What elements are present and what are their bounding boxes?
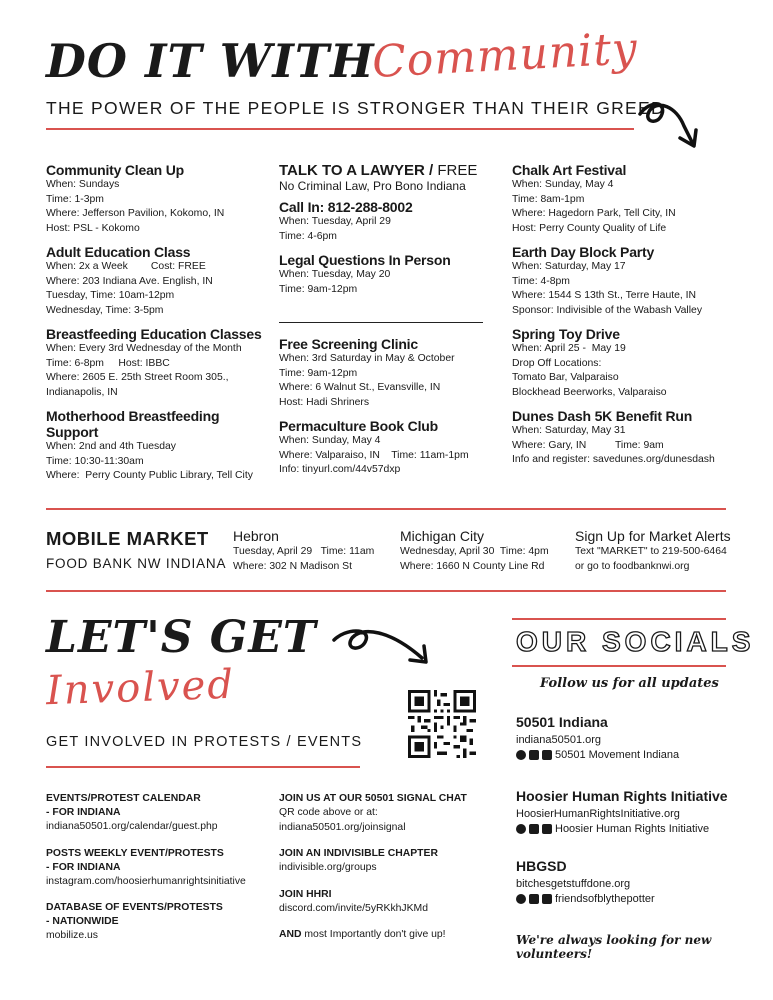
event-title: Community Clean Up [46,162,184,178]
event-detail: Drop Off Locations: [512,357,602,369]
social-handle-row [516,893,736,905]
event-title: Dunes Dash 5K Benefit Run [512,408,693,424]
event-detail: Wednesday, Time: 3-5pm [46,304,164,316]
resource-heading: DATABASE OF EVENTS/PROTESTS [46,902,223,913]
event-detail: Tuesday, Time: 10am-12pm [46,290,175,301]
event-title: Chalk Art Festival [512,162,627,178]
event-title: Spring Toy Drive [512,326,620,342]
event-detail: Blockhead Beerworks, Valparaiso [512,386,667,398]
instagram-icon[interactable] [529,894,539,904]
resource-heading: - FOR INDIANA [46,807,121,818]
event-detail: Where: 203 Indiana Ave. English, IN [46,275,213,287]
event-detail: Sponsor: Indivisible of the Wabash Valley [512,304,703,316]
event-detail: Where: 2605 E. 25th Street Room 305., [46,372,229,383]
event-detail: Where: Perry County Public Library, Tell City [46,470,253,481]
involved-middle-column [279,792,499,943]
tiktok-icon[interactable] [542,750,552,760]
resource-heading: - NATIONWIDE [46,916,119,927]
event-card [279,336,485,410]
market-alerts [575,528,731,574]
resource-heading: JOIN HHRI [279,888,332,900]
volunteers-note: We're always looking for new volunteers! [516,933,712,961]
involved-subtitle: GET INVOLVED IN PROTESTS / EVENTS [46,734,363,750]
event-detail: Time: 4-6pm [279,230,337,242]
resource-heading: - FOR INDIANA [46,861,121,873]
market-location-name: Michigan City [400,528,485,544]
hero-title: DO IT WITH [46,34,375,88]
social-org [516,714,736,761]
involved-resource [46,792,276,835]
lawyer-subtitle: No Criminal Law, Pro Bono Indiana [279,179,466,193]
socials-divider-top [512,618,726,620]
socials-divider-bottom [512,665,726,667]
event-detail: When: April 25 - May 19 [512,343,626,354]
event-detail: When: 2x a Week Cost: FREE [46,261,206,272]
resource-link[interactable]: discord.com/invite/5yRKkhJKMd [279,902,428,914]
event-card [279,418,485,478]
signal-qr-code[interactable] [408,690,476,758]
lawyer-title [279,162,485,179]
curly-arrow-icon [636,96,704,152]
section-divider [46,508,726,510]
social-org-url[interactable]: bitchesgetstuffdone.org [516,878,631,890]
market-location-detail: Tuesday, April 29 Time: 11am [233,546,375,557]
lawyer-call-title: Call In: 812-288-8002 [279,199,413,215]
event-detail: Host: PSL - Kokomo [46,222,140,234]
event-detail: When: 2nd and 4th Tuesday [46,441,176,452]
social-handle[interactable]: 50501 Movement Indiana [555,749,680,761]
instagram-icon[interactable] [529,824,539,834]
event-detail: When: Tuesday, April 29 [279,216,391,227]
event-detail: Host: Hadi Shriners [279,396,370,408]
event-detail: Where: Hagedorn Park, Tell City, IN [512,208,676,219]
lawyer-card [279,162,485,297]
event-title: Free Screening Clinic [279,336,418,352]
resource-heading: POSTS WEEKLY EVENT/PROTESTS [46,847,224,859]
mobile-market-title: MOBILE MARKET [46,528,209,549]
event-detail: When: Tuesday, May 20 [279,269,391,280]
involved-resource [46,847,276,890]
event-detail: Time: 4-8pm [512,275,570,287]
resource-link[interactable]: indivisible.org/groups [279,862,377,873]
event-detail: Time: 6-8pm Host: IBBC [46,357,170,369]
lawyer-inperson-title: Legal Questions In Person [279,252,451,268]
facebook-icon[interactable] [516,750,526,760]
hero-subtitle: THE POWER OF THE PEOPLE IS STRONGER THAN THEIR GREED [46,98,665,118]
social-handle-row [516,823,736,835]
event-card [46,408,271,484]
events-right-column [512,162,742,468]
resource-heading: JOIN AN INDIVISIBLE CHAPTER [279,848,438,859]
event-detail: Where: Gary, IN Time: 9am [512,439,664,451]
header-divider [46,128,634,130]
market-location-detail: Wednesday, April 30 Time: 4pm [400,546,549,557]
event-detail: Where: 1544 S 13th St., Terre Haute, IN [512,290,697,301]
closing-bold: AND [279,929,302,940]
lawyer-free-label: FREE [433,162,478,179]
involved-left-column [46,792,276,956]
tiktok-icon[interactable] [542,824,552,834]
event-detail: Where: Jefferson Pavilion, Kokomo, IN [46,208,225,219]
event-detail: Info: tinyurl.com/44v57dxp [279,464,401,475]
resource-heading: JOIN US AT OUR 50501 SIGNAL CHAT [279,793,467,804]
involved-resource [279,847,499,876]
youtube-icon[interactable] [529,750,539,760]
events-left-column [46,162,271,484]
involved-resource [46,901,276,944]
event-detail: When: Saturday, May 31 [512,425,626,436]
event-detail: When: 3rd Saturday in May & October [279,353,455,364]
involved-divider [46,766,360,768]
market-alerts-title: Sign Up for Market Alerts [575,528,731,544]
event-detail: Time: 9am-12pm [279,283,358,295]
social-org [516,788,736,835]
social-org-name: 50501 Indiana [516,714,608,730]
event-card [46,326,271,400]
middle-divider [279,322,483,323]
market-location-detail: Where: 302 N Madison St [233,560,352,572]
market-location-detail: Where: 1660 N County Line Rd [400,560,545,572]
event-title: Permaculture Book Club [279,418,438,434]
social-handle-row [516,749,736,761]
event-detail: When: Sundays [46,179,120,190]
event-detail: When: Sunday, May 4 [279,435,381,446]
involved-title-script: Involved [45,661,236,715]
events-middle-column [279,162,485,297]
facebook-icon[interactable] [516,824,526,834]
event-title: Earth Day Block Party [512,244,655,260]
closing-text: most Importantly don't give up! [301,929,446,940]
socials-follow-text: Follow us for all updates [540,676,719,691]
event-card [512,408,742,468]
section-divider [46,590,726,592]
facebook-icon[interactable] [516,894,526,904]
involved-title: LET'S GET [46,612,317,663]
event-title: Motherhood Breastfeeding Support [46,408,220,440]
socials-title: OUR SOCIALS [516,626,755,657]
event-detail: Host: Perry County Quality of Life [512,222,667,234]
event-card [46,244,271,318]
event-detail: Info and register: savedunes.org/dunesdash [512,454,715,465]
market-alerts-detail: Text "MARKET" to 219-500-6464 [575,546,727,557]
event-detail: Where: Valparaiso, IN Time: 11am-1pm [279,449,469,461]
event-title: Adult Education Class [46,244,191,260]
event-card [46,162,271,236]
involved-resource [279,888,499,917]
event-title: Breastfeeding Education Classes [46,326,262,342]
social-org-url[interactable]: indiana50501.org [516,734,602,746]
resource-link[interactable]: indiana50501.org/joinsignal [279,821,406,833]
closing-message [279,928,499,943]
social-org-url[interactable]: HoosierHumanRightsInitiative.org [516,808,680,820]
event-card [512,326,742,400]
hero-title-script: Community [370,23,640,88]
resource-heading: EVENTS/PROTEST CALENDAR [46,793,201,804]
involved-resource [279,792,499,835]
tiktok-icon[interactable] [542,894,552,904]
social-org [516,858,736,905]
mobile-market-subtitle: FOOD BANK NW INDIANA [46,556,227,571]
market-location [400,528,549,574]
event-detail: Tomato Bar, Valparaiso [512,372,619,383]
curly-arrow-icon [330,622,434,674]
event-detail: Indianapolis, IN [46,386,118,398]
lawyer-title-text: TALK TO A LAWYER / [279,162,434,179]
resource-link[interactable]: indiana50501.org/calendar/guest.php [46,821,218,832]
event-detail: When: Sunday, May 4 [512,179,614,190]
market-alerts-detail: or go to foodbanknwi.org [575,560,690,572]
social-handle[interactable]: friendsofblythepotter [555,893,655,905]
resource-detail: QR code above or at: [279,807,378,818]
events-middle-column-lower [279,336,485,478]
social-org-name: Hoosier Human Rights Initiative [516,788,728,804]
market-location-name: Hebron [233,528,279,544]
social-org-name: HBGSD [516,858,567,874]
event-detail: Time: 1-3pm [46,193,104,205]
event-card [512,162,742,236]
market-location [233,528,374,574]
event-card [512,244,742,318]
event-detail: When: Every 3rd Wednesday of the Month [46,343,242,354]
social-handle[interactable]: Hoosier Human Rights Initiative [555,823,710,835]
event-detail: When: Saturday, May 17 [512,261,626,272]
resource-link[interactable]: mobilize.us [46,930,98,941]
event-detail: Time: 8am-1pm [512,193,585,205]
resource-link[interactable]: instagram.com/hoosierhumanrightsinitiative [46,875,246,887]
event-detail: Time: 10:30-11:30am [46,455,144,467]
event-detail: Time: 9am-12pm [279,367,358,379]
event-detail: Where: 6 Walnut St., Evansville, IN [279,382,441,393]
